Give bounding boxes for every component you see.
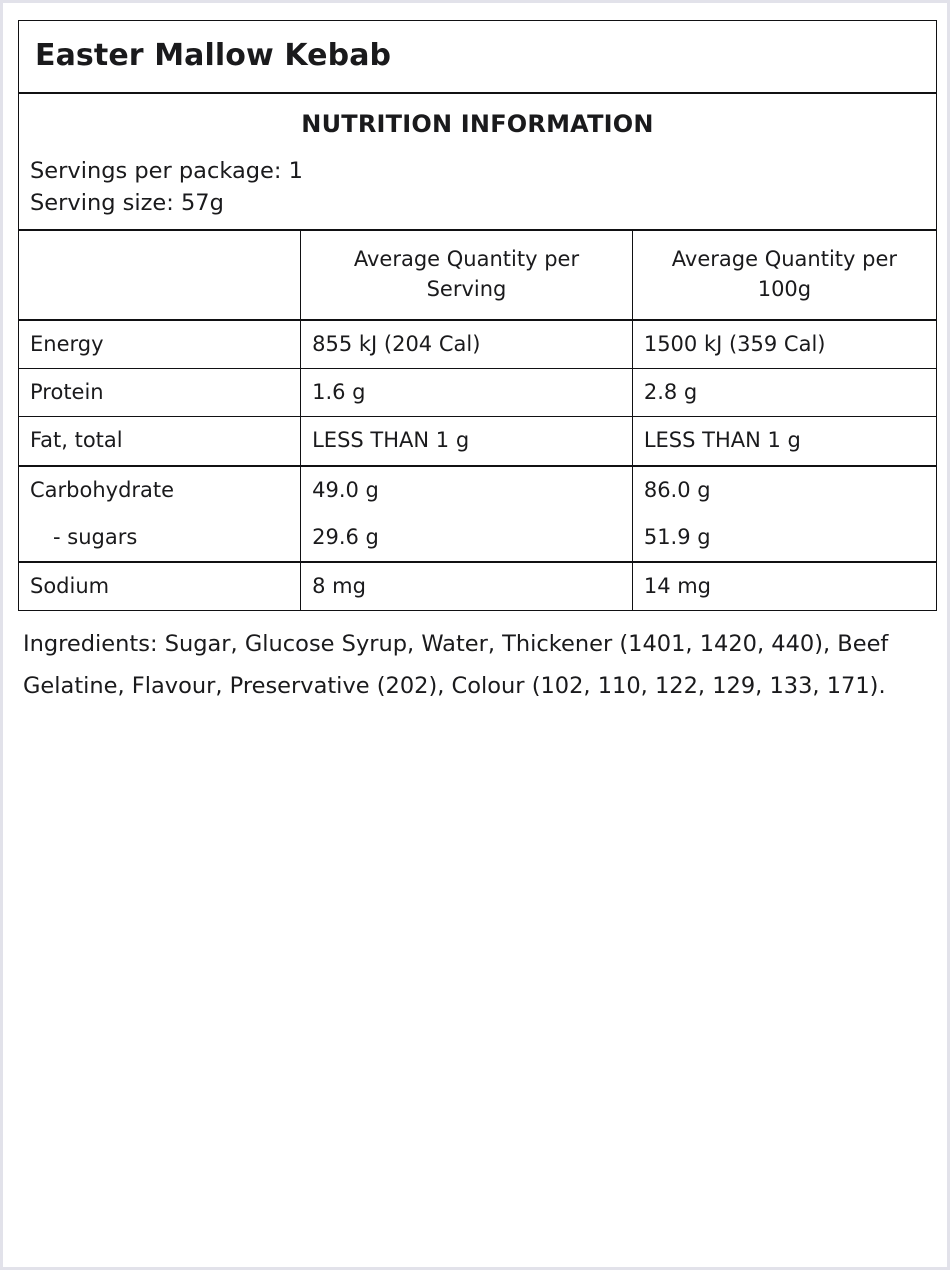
- sugars-per-100g: 51.9 g: [643, 524, 711, 549]
- column-header-per-100g: Average Quantity per 100g: [632, 231, 936, 320]
- ingredients-text: Ingredients: Sugar, Glucose Syrup, Water, Thickener (1401, 1420, 440), Beef Gelatine, Flavour, Preservative (202), Colour (102, 110, 122, 129, 133, 171).: [23, 631, 889, 700]
- servings-block: [19, 142, 936, 231]
- column-header-nutrient: [19, 231, 301, 320]
- serving-size: Serving size: 57g: [30, 189, 224, 216]
- nutrient-name: Energy: [19, 320, 301, 369]
- nutrition-table-body: [19, 320, 936, 611]
- nutrient-value-per-serving: LESS THAN 1 g: [301, 417, 633, 466]
- nutrient-value-per-serving: 855 kJ (204 Cal): [301, 320, 633, 369]
- nutrient-value-per-100g: LESS THAN 1 g: [632, 417, 936, 466]
- nutrient-name: Sodium: [19, 562, 301, 610]
- nutrition-label: [18, 20, 937, 730]
- nutrient-value-per-serving: 8 mg: [301, 562, 633, 610]
- nutrient-name: Fat, total: [19, 417, 301, 466]
- table-row: [19, 562, 936, 610]
- nutrient-name: [19, 466, 301, 563]
- nutrition-table-header: [19, 231, 936, 320]
- column-header-per-serving: Average Quantity per Serving: [301, 231, 633, 320]
- carbohydrate-per-100g: 86.0 g: [643, 477, 711, 502]
- nutrient-name-carbohydrate: Carbohydrate: [30, 477, 175, 502]
- nutrition-information-heading: NUTRITION INFORMATION: [301, 110, 654, 138]
- product-title-row: [19, 21, 936, 94]
- nutrient-name: Protein: [19, 369, 301, 417]
- nutrient-value-per-100g: 1500 kJ (359 Cal): [632, 320, 936, 369]
- table-row: [19, 369, 936, 417]
- page-title: Easter Mallow Kebab: [35, 38, 392, 73]
- nutrient-value-per-100g: [632, 466, 936, 563]
- nutrient-value-per-100g: 2.8 g: [632, 369, 936, 417]
- table-row: [19, 466, 936, 563]
- nutrition-heading-row: [19, 94, 936, 142]
- nutrition-table: [19, 231, 936, 610]
- table-row: [19, 320, 936, 369]
- carbohydrate-per-serving: 49.0 g: [312, 477, 379, 502]
- table-header-row: [19, 231, 936, 320]
- nutrient-name-sugars: - sugars: [53, 524, 138, 549]
- label-frame: [18, 20, 937, 611]
- nutrient-value-per-100g: 14 mg: [643, 574, 712, 598]
- sugars-per-serving: 29.6 g: [312, 524, 379, 549]
- nutrient-value-per-serving: 1.6 g: [301, 369, 633, 417]
- nutrient-value-per-serving: [301, 466, 633, 563]
- servings-per-package: Servings per package: 1: [30, 158, 303, 184]
- table-row: [19, 417, 936, 466]
